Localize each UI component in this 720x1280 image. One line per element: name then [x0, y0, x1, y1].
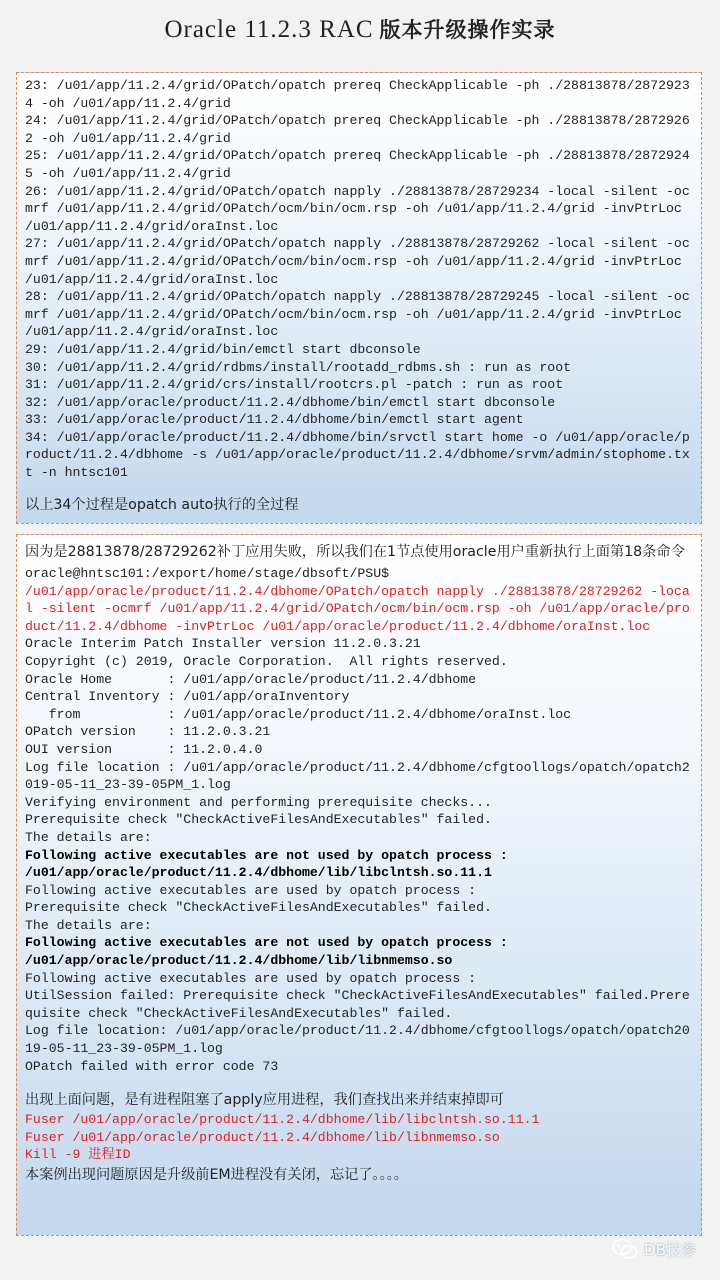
- step-line-33: 33: /u01/app/oracle/product/11.2.4/dbhome/bin/emctl start agent: [25, 412, 524, 428]
- opatch-output-a: Oracle Interim Patch Installer version 11.2.0.3.21 Copyright (c) 2019, Oracle Corporation. All rights reserved. Oracle Home : /u01/app/oracle/product/11.2.4/dbhome Central Inventory : /u01/app/oraInventory from : /u01/app/oracle/product/11.2.4/dbhome/oraInst.loc OPatch version : 11.2.0.3.21 OUI version : 11.2.0.4.0 Log file location : /u01/app/oracle/product/11.2.4/dbhome/cfgtoollogs/opatch/opatch2019-05-11_23-39-05PM_1.log Verifying environment and performing prerequisite checks... Prerequisite check "CheckActiveFilesAndExecutables" failed. The details are:: [25, 636, 690, 845]
- step-line-30: 30: /u01/app/11.2.4/grid/rdbms/install/rootadd_rdbms.sh : run as root: [25, 359, 572, 375]
- step-line-23: 23: /u01/app/11.2.4/grid/OPatch/opatch prereq CheckApplicable -ph ./28813878/28729234 -oh /u01/app/11.2.4/grid: [25, 78, 690, 111]
- fix-explanation: 出现上面问题，是有进程阻塞了apply应用进程，我们查找出来并结束掉即可: [25, 1092, 504, 1109]
- troubleshoot-box: [16, 534, 702, 1236]
- patch-steps-box: [16, 72, 702, 524]
- steps-summary: 以上34个过程是opatch auto执行的全过程: [25, 496, 299, 513]
- watermark-label: DB技参: [644, 1240, 696, 1259]
- step-line-29: 29: /u01/app/11.2.4/grid/bin/emctl start dbconsole: [25, 341, 421, 357]
- step-line-25: 25: /u01/app/11.2.4/grid/OPatch/opatch prereq CheckApplicable -ph ./28813878/28729245 -oh /u01/app/11.2.4/grid: [25, 148, 690, 181]
- page-title: [0, 14, 720, 44]
- step-line-28: 28: /u01/app/11.2.4/grid/OPatch/opatch napply ./28813878/28729245 -local -silent -ocmrf /u01/app/11.2.4/grid/OPatch/ocm/bin/ocm.rsp -oh /u01/app/11.2.4/grid -invPtrLoc /u01/app/11.2.4/grid/oraInst.loc: [25, 289, 690, 340]
- opatch-output-c: Following active executables are used by opatch process : UtilSession failed: Prerequisite check "CheckActiveFilesAndExecutables" failed.Prerequisite check "CheckActiveFilesAndExecutables" failed. Log file location: /u01/app/oracle/product/11.2.4/dbhome/cfgtoollogs/opatch/opatch2019-05-11_23-39-05PM_1.log OPatch failed with error code 73: [25, 970, 690, 1074]
- conclusion: 本案例出现问题原因是升级前EM进程没有关闭，忘记了。。。。: [25, 1167, 408, 1183]
- fix-commands: Fuser /u01/app/oracle/product/11.2.4/dbhome/lib/libclntsh.so.11.1 Fuser /u01/app/oracle/product/11.2.4/dbhome/lib/libnmemso.so Kill -9 进程ID: [25, 1112, 540, 1163]
- shell-prompt: oracle@hntsc101:/export/home/stage/dbsoft/PSU$: [25, 566, 390, 581]
- opatch-output-b: Following active executables are used by opatch process : Prerequisite check "CheckActiveFilesAndExecutables" failed. The details are:: [25, 882, 492, 933]
- step-line-31: 31: /u01/app/11.2.4/grid/crs/install/rootcrs.pl -patch : run as root: [25, 377, 564, 393]
- opatch-error-b: Following active executables are not used by opatch process : /u01/app/oracle/product/11.2.4/dbhome/lib/libnmemso.so: [25, 935, 508, 969]
- opatch-error-a: Following active executables are not used by opatch process : /u01/app/oracle/product/11.2.4/dbhome/lib/libclntsh.so.11.1: [25, 847, 508, 881]
- title-cn: 版本升级操作实录: [379, 18, 556, 42]
- watermark: [612, 1238, 696, 1260]
- retry-intro: 因为是28813878/28729262补丁应用失败，所以我们在1节点使用oracle用户重新执行上面第18条命令: [25, 544, 685, 560]
- retry-command: /u01/app/oracle/product/11.2.4/dbhome/OPatch/opatch napply ./28813878/28729262 -local -silent -ocmrf /u01/app/11.2.4/grid/OPatch/ocm/bin/ocm.rsp -oh /u01/app/oracle/product/11.2.4/dbhome -invPtrLoc /u01/app/oracle/product/11.2.4/dbhome/oraInst.loc: [25, 583, 690, 634]
- wechat-icon: [612, 1238, 638, 1260]
- title-en: Oracle 11.2.3 RAC: [164, 16, 374, 43]
- step-line-24: 24: /u01/app/11.2.4/grid/OPatch/opatch prereq CheckApplicable -ph ./28813878/28729262 -oh /u01/app/11.2.4/grid: [25, 113, 690, 146]
- step-line-26: 26: /u01/app/11.2.4/grid/OPatch/opatch napply ./28813878/28729234 -local -silent -ocmrf /u01/app/11.2.4/grid/OPatch/ocm/bin/ocm.rsp -oh /u01/app/11.2.4/grid -invPtrLoc /u01/app/11.2.4/grid/oraInst.loc: [25, 183, 690, 234]
- step-line-27: 27: /u01/app/11.2.4/grid/OPatch/opatch napply ./28813878/28729262 -local -silent -ocmrf /u01/app/11.2.4/grid/OPatch/ocm/bin/ocm.rsp -oh /u01/app/11.2.4/grid -invPtrLoc /u01/app/11.2.4/grid/oraInst.loc: [25, 236, 690, 287]
- step-line-34: 34: /u01/app/oracle/product/11.2.4/dbhome/bin/srvctl start home -o /u01/app/oracle/product/11.2.4/dbhome -s /u01/app/oracle/product/11.2.4/dbhome/srvm/admin/stophome.txt -n hntsc101: [25, 429, 690, 481]
- step-line-32: 32: /u01/app/oracle/product/11.2.4/dbhome/bin/emctl start dbconsole: [25, 394, 556, 410]
